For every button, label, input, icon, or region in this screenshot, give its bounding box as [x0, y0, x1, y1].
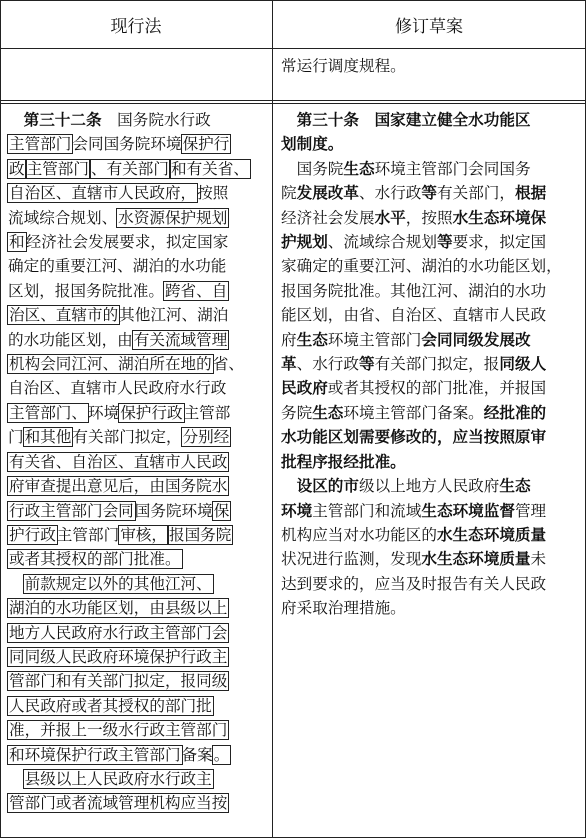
boxed-deleted-text: 主管部门、 — [9, 403, 87, 422]
text-segment: 国务院水行政 — [101, 111, 211, 129]
text-segment: 达到要求的，应当及时报告有关人民政 — [281, 574, 547, 593]
boxed-deleted-text: 主管部门 — [9, 135, 72, 154]
boxed-deleted-text: 。 — [213, 745, 230, 764]
text-segment: 主管部门 — [56, 525, 120, 544]
right-text-line — [281, 523, 562, 547]
bold-revised-text: 生态 — [499, 476, 531, 496]
text-segment: 级以上地方人民政府 — [359, 477, 500, 496]
bold-revised-text: 第三十条 — [281, 110, 359, 129]
bold-revised-text: 民政府 — [281, 378, 328, 398]
text-segment: 门 — [8, 428, 24, 447]
right-text-line — [281, 352, 562, 376]
left-text-line — [8, 352, 250, 376]
right-text-line — [281, 499, 562, 523]
left-text-line — [8, 279, 250, 303]
bold-revised-text: 划制度。 — [281, 134, 344, 154]
text-segment: 要求，拟定国 — [452, 233, 547, 252]
row-divider-2 — [0, 103, 586, 104]
header-divider — [0, 48, 586, 49]
text-segment: 流域综合规划、 — [8, 208, 118, 227]
boxed-deleted-text: 主管部门 — [26, 159, 89, 178]
text-segment: 环境主管部门备案。 — [343, 403, 484, 422]
text-segment: 务院 — [281, 403, 313, 422]
text-segment: 或者其授权的部门批准，并报国 — [327, 379, 547, 398]
bold-revised-text: 水生态环境质量 — [436, 524, 547, 544]
text-segment: 能区划，由省、自治区、直辖市人民政 — [281, 306, 547, 325]
boxed-deleted-text: 或者其授权的部门批准。 — [9, 550, 181, 569]
right-text-line — [281, 401, 562, 425]
text-segment: 确定的重要江河、湖泊的水功能 — [8, 257, 227, 276]
text-segment: 按照 — [197, 184, 229, 203]
header-draft-revision: 修订草案 — [395, 16, 463, 37]
left-text-line — [8, 108, 250, 132]
text-segment: 状况进行监测，发现 — [281, 550, 422, 569]
text-segment: 备案 — [181, 745, 213, 764]
right-text-line — [281, 181, 562, 205]
text-segment — [8, 770, 24, 788]
bold-revised-text: 设区的市 — [296, 476, 359, 496]
boxed-deleted-text: 湖泊的水功能区划，由县级以上 — [9, 599, 228, 618]
text-segment: 、流域综合规划 — [327, 233, 437, 252]
header-current-law: 现行法 — [110, 16, 162, 37]
boxed-deleted-text: 准，并报上一级水行政主管部门 — [9, 721, 228, 740]
boxed-deleted-text: 机构会同江河、湖泊所在地的 — [9, 355, 212, 374]
boxed-deleted-text: 治区、直辖市的 — [9, 306, 119, 325]
text-segment: 环境 — [87, 403, 120, 422]
left-text-line — [8, 474, 250, 498]
text-segment: 自治区、直辖市人民政府水行政 — [8, 379, 227, 398]
right-text-line — [281, 474, 562, 498]
left-text-line — [8, 718, 250, 742]
boxed-deleted-text: 管部门或者流域管理机构应当按 — [9, 794, 228, 813]
boxed-deleted-text: 保护行政 — [120, 403, 183, 422]
text-segment: 府 — [281, 330, 297, 349]
right-text-line — [281, 279, 562, 303]
right-text-line — [281, 303, 562, 327]
right-text-line — [281, 328, 562, 352]
boxed-deleted-text: 、有关部门 — [91, 159, 169, 178]
bold-revised-text: 经批准的 — [483, 402, 547, 422]
right-text-line — [281, 108, 562, 132]
boxed-deleted-text: 前款规定以外的其他江河、 — [24, 574, 212, 593]
left-text-line — [8, 254, 250, 278]
boxed-deleted-text: 同同级人民政府环境保护行政主 — [9, 647, 228, 666]
boxed-deleted-text: 政 — [9, 159, 25, 178]
bold-revised-text: 环境 — [281, 500, 313, 520]
bold-revised-text: 革 — [281, 354, 297, 374]
boxed-deleted-text: 人民政府或者其授权的部门批 — [9, 696, 212, 715]
top-row-draft-text: 常运行调度规程。 — [281, 57, 406, 75]
right-text-line — [281, 547, 562, 571]
text-segment: 家确定的重要江河、湖泊的水功能区划， — [281, 257, 562, 276]
current-law-article — [8, 108, 250, 816]
bold-revised-text: 水功能区划需要修改的，应当按照原审 — [281, 427, 547, 447]
bold-revised-text: 会同同级发展改 — [421, 329, 531, 349]
text-segment: 、水行政 — [296, 355, 359, 374]
left-text-line — [8, 743, 250, 767]
left-text-line — [8, 328, 250, 352]
bold-revised-text: 发展改革 — [296, 183, 359, 203]
right-text-line — [281, 230, 562, 254]
text-segment: 管理 — [514, 501, 547, 520]
boxed-deleted-text: 保护行 — [182, 135, 230, 154]
left-text-line — [8, 572, 250, 596]
text-segment: 国务院环境 — [134, 501, 213, 520]
right-text-line — [281, 596, 562, 620]
text-segment: 省、 — [212, 355, 244, 374]
right-text-line — [281, 157, 562, 181]
left-text-line — [8, 499, 250, 523]
bold-revised-text: 水平 — [374, 207, 406, 227]
bold-revised-text: 国家建立健全水功能区 — [358, 110, 531, 129]
column-divider — [272, 0, 273, 838]
text-segment: 会同国务院环境 — [72, 135, 182, 154]
bold-revised-text: 生态环境监督 — [421, 500, 515, 520]
bold-revised-text: 根据 — [514, 183, 547, 203]
text-segment: 环境主管部门 — [327, 330, 422, 349]
left-text-line — [8, 791, 250, 815]
boxed-deleted-text: 水资源保护规划 — [118, 208, 228, 227]
right-text-line — [281, 425, 562, 449]
left-text-line — [8, 450, 250, 474]
text-segment: 主管部门和流域 — [312, 501, 422, 520]
boxed-deleted-text: 和环境保护行政主管部门 — [9, 745, 181, 764]
text-segment: 未 — [530, 550, 547, 569]
right-text-line — [281, 376, 562, 400]
boxed-deleted-text: 护行政 — [9, 525, 56, 544]
boxed-deleted-text: 分别经 — [182, 428, 230, 447]
bold-revised-text: 批程序报经批准。 — [281, 451, 406, 471]
left-text-line — [8, 181, 250, 205]
boxed-deleted-text: 有关流域管理 — [133, 330, 228, 349]
left-text-line — [8, 157, 250, 181]
text-segment — [8, 575, 24, 593]
left-text-line — [8, 206, 250, 230]
left-text-line — [8, 645, 250, 669]
right-text-line — [281, 132, 562, 156]
text-segment: 其他江河、湖泊 — [119, 306, 229, 325]
bold-revised-text: 第三十二条 — [8, 110, 102, 129]
right-text-line — [281, 572, 562, 596]
draft-revision-article — [281, 108, 562, 621]
bold-revised-text: 水生态环境保 — [452, 207, 547, 227]
text-segment: 国务院 — [281, 159, 344, 178]
boxed-deleted-text: 跨省、自 — [164, 281, 228, 300]
bold-revised-text: 等 — [421, 183, 437, 203]
row-divider-1 — [0, 100, 586, 101]
boxed-deleted-text: 和 — [9, 233, 25, 252]
right-text-line — [281, 450, 562, 474]
boxed-deleted-text: 和其他 — [24, 428, 72, 447]
boxed-deleted-text: 保 — [213, 501, 230, 520]
left-text-line — [8, 425, 250, 449]
text-segment: 经济社会发展 — [281, 208, 375, 227]
bold-revised-text: 生态 — [343, 158, 375, 178]
table-border-left — [0, 0, 1, 838]
boxed-deleted-text: 报国务院 — [168, 525, 232, 544]
text-segment — [281, 477, 297, 495]
bold-revised-text: 等 — [436, 232, 453, 252]
text-segment: 主管部 — [183, 403, 231, 422]
left-text-line — [8, 230, 250, 254]
left-text-line — [8, 547, 250, 571]
left-text-line — [8, 401, 250, 425]
left-text-line — [8, 376, 250, 400]
text-segment: 环境主管部门会同国务 — [374, 159, 531, 178]
boxed-deleted-text: 审核， — [120, 525, 167, 544]
boxed-deleted-text: 自治区、直辖市人民政府， — [9, 184, 197, 203]
boxed-deleted-text: 和有关省、 — [170, 159, 249, 178]
left-text-line — [8, 596, 250, 620]
right-text-line — [281, 254, 562, 278]
text-segment: 有关部门， — [437, 184, 515, 203]
left-text-line — [8, 523, 250, 547]
bold-revised-text: 护规划 — [281, 232, 328, 252]
text-segment: 机构应当对水功能区的 — [281, 525, 437, 544]
boxed-deleted-text: 地方人民政府水行政主管部门会 — [9, 623, 228, 642]
text-segment: 府采取治理措施。 — [281, 599, 406, 618]
right-text-line — [281, 206, 562, 230]
text-segment: 、水行政 — [359, 184, 422, 203]
text-segment: 的水功能区划，由 — [8, 330, 133, 349]
left-text-line — [8, 621, 250, 645]
bold-revised-text: 等 — [359, 354, 375, 374]
left-text-line — [8, 669, 250, 693]
text-segment: 院 — [281, 184, 297, 203]
bold-revised-text: 生态 — [296, 329, 328, 349]
text-segment: 区划，报国务院批准。 — [8, 281, 164, 300]
boxed-deleted-text: 管部门和有关部门拟定，报同级 — [9, 672, 228, 691]
boxed-deleted-text: 县级以上人民政府水行政主 — [24, 769, 212, 788]
boxed-deleted-text: 有关省、自治区、直辖市人民政 — [9, 452, 228, 471]
left-text-line — [8, 132, 250, 156]
boxed-deleted-text: 府审查提出意见后，由国务院水 — [9, 477, 228, 496]
bold-revised-text: 水生态环境质量 — [421, 549, 531, 569]
text-segment: 有关部门拟定， — [72, 428, 182, 447]
text-segment: 报国务院批准。其他江河、湖泊的水功 — [281, 281, 547, 300]
left-text-line — [8, 303, 250, 327]
text-segment: ，按照 — [405, 208, 453, 227]
bold-revised-text: 生态 — [312, 402, 344, 422]
text-segment: 有关部门拟定，报 — [374, 355, 500, 374]
boxed-deleted-text: 行政主管部门会同 — [9, 501, 134, 520]
text-segment: 经济社会发展要求，拟定国家 — [25, 233, 229, 252]
bold-revised-text: 同级人 — [499, 354, 547, 374]
left-text-line — [8, 694, 250, 718]
left-text-line — [8, 767, 250, 791]
